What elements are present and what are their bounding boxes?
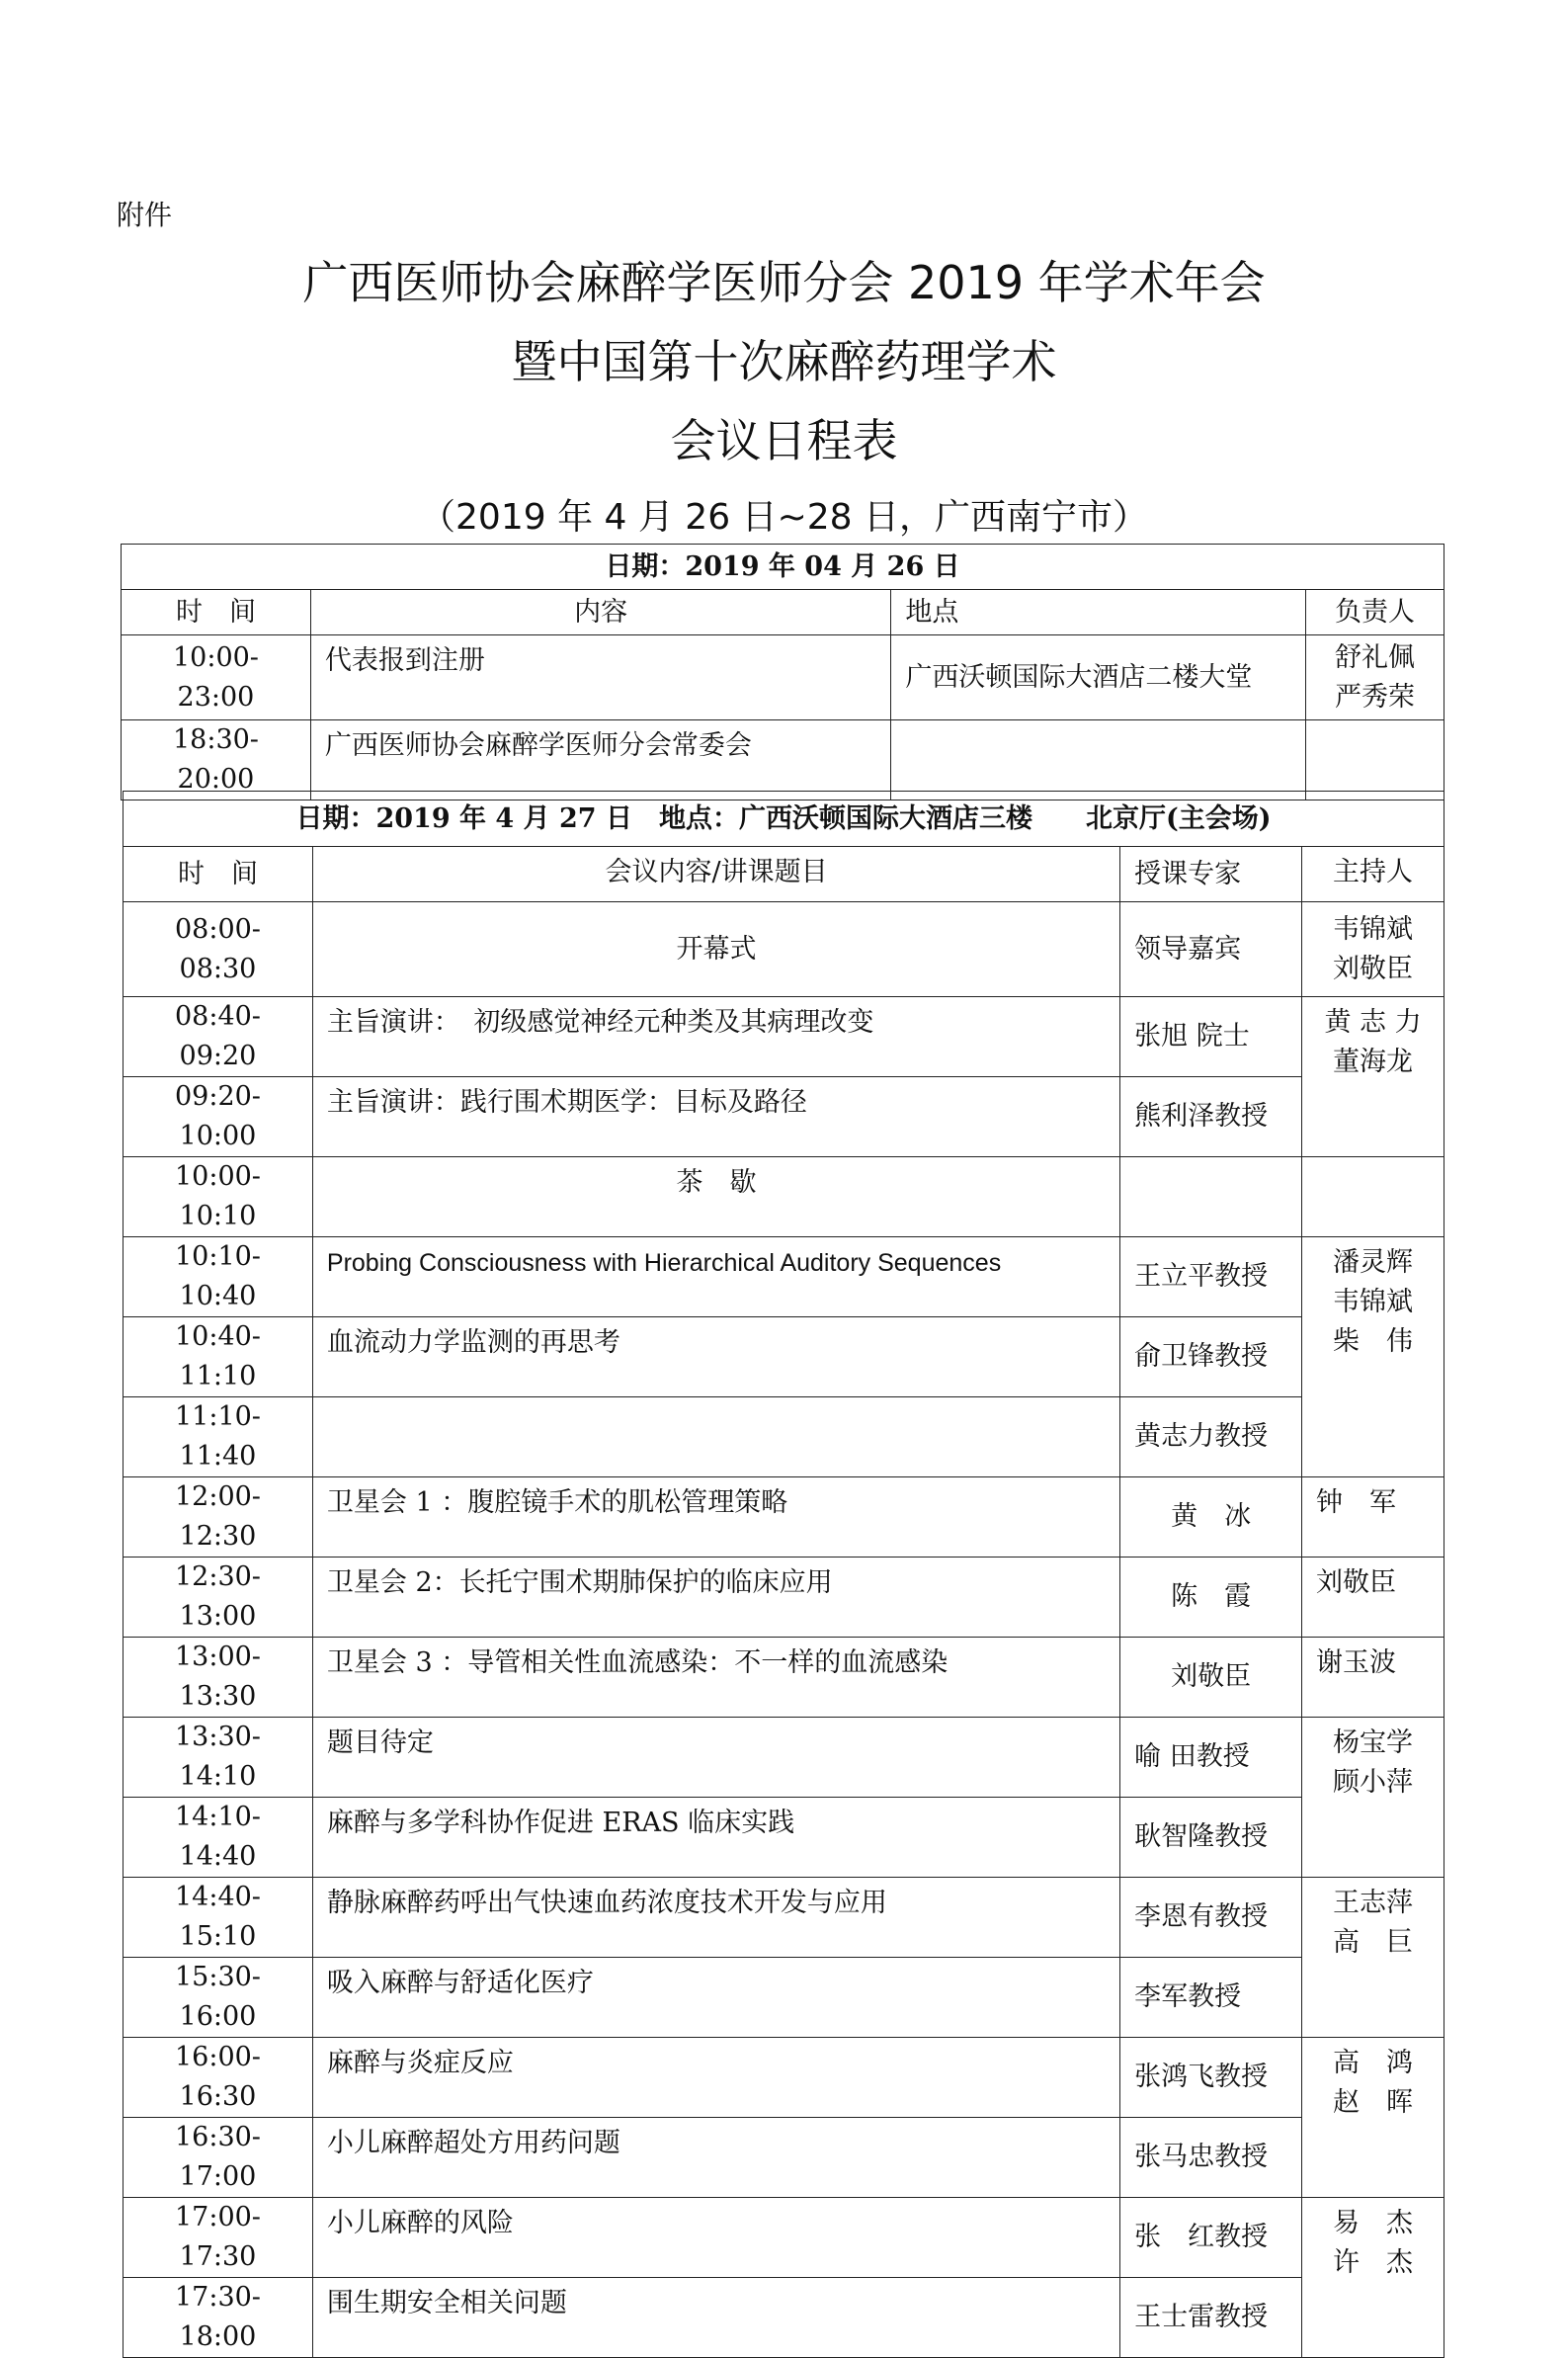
table-row-time: 13:30-14:10 (124, 1718, 313, 1798)
table-row-expert: 王士雷教授 (1120, 2278, 1302, 2358)
table-row-place: 广西沃顿国际大酒店二楼大堂 (891, 635, 1306, 720)
table-row-topic (312, 1397, 1119, 1477)
table-row-expert: 王立平教授 (1120, 1237, 1302, 1317)
table-row-topic: 血流动力学监测的再思考 (312, 1317, 1119, 1397)
table-row-expert: 黄 冰 (1120, 1477, 1302, 1558)
host-cell: 韦锦斌 刘敬臣 (1302, 902, 1444, 997)
table-row-time: 12:30-13:00 (124, 1558, 313, 1638)
table-row-time: 17:30-18:00 (124, 2278, 313, 2358)
table-row-expert: 刘敬臣 (1120, 1638, 1302, 1718)
table-row-time: 15:30-16:00 (124, 1958, 313, 2038)
table-row-person (1306, 635, 1444, 720)
table-row-time: 13:00-13:30 (124, 1638, 313, 1718)
table-row-expert: 陈 霞 (1120, 1558, 1302, 1638)
col-header-person: 负责人 (1306, 590, 1444, 635)
table-row-expert: 张旭 院士 (1120, 997, 1302, 1077)
table-row-expert: 喻 田教授 (1120, 1718, 1302, 1798)
table-row-expert (1120, 1157, 1302, 1237)
table-row-expert: 张马忠教授 (1120, 2118, 1302, 2198)
title-line-2: 暨中国第十次麻醉药理学术 (511, 335, 1057, 388)
table-row-place (891, 720, 1306, 800)
table-row-topic: 主旨演讲：践行围术期医学：目标及路径 (312, 1077, 1119, 1157)
person-name: 舒礼佩 (1335, 641, 1416, 673)
host-cell: 王志萍 高 巨 (1302, 1878, 1444, 2038)
host-cell: 潘灵辉 韦锦斌 柴 伟 (1302, 1237, 1444, 1477)
table-row-topic: 小儿麻醉超处方用药问题 (312, 2118, 1119, 2198)
host-cell: 易 杰 许 杰 (1302, 2198, 1444, 2358)
table-row-time: 17:00-17:30 (124, 2198, 313, 2278)
col-header-topic: 会议内容/讲课题目 (312, 847, 1119, 902)
table-row-time: 10:00-10:10 (124, 1157, 313, 1237)
table-row-topic: 茶 歇 (312, 1157, 1119, 1237)
table-row-person (1306, 720, 1444, 800)
table-row-expert: 张 红教授 (1120, 2198, 1302, 2278)
day2-date-header: 日期：2019 年 4 月 27 日 地点：广西沃顿国际大酒店三楼 北京厅(主会场) (124, 792, 1444, 847)
table-row-time: 08:00-08:30 (124, 902, 313, 997)
table-row-topic: 题目待定 (312, 1718, 1119, 1798)
table-row-expert: 领导嘉宾 (1120, 902, 1302, 997)
day2-schedule-table (123, 791, 1444, 2358)
table-row-time: 12:00-12:30 (124, 1477, 313, 1558)
table-row-topic: 小儿麻醉的风险 (312, 2198, 1119, 2278)
table-row-topic: 静脉麻醉药呼出气快速血药浓度技术开发与应用 (312, 1878, 1119, 1958)
table-row-expert: 耿智隆教授 (1120, 1798, 1302, 1878)
table-row-topic: 卫星会 1 ：腹腔镜手术的肌松管理策略 (312, 1477, 1119, 1558)
table-row-time: 10:40-11:10 (124, 1317, 313, 1397)
table-row-time: 16:00-16:30 (124, 2038, 313, 2118)
table-row-topic: 卫星会 2：长托宁围术期肺保护的临床应用 (312, 1558, 1119, 1638)
title-line-1: 广西医师协会麻醉学医师分会 2019 年学术年会 (302, 256, 1266, 309)
table-row-topic: 麻醉与多学科协作促进 ERAS 临床实践 (312, 1798, 1119, 1878)
table-row-expert: 熊利泽教授 (1120, 1077, 1302, 1157)
col-header-time: 时 间 (124, 847, 313, 902)
table-row-time: 14:10-14:40 (124, 1798, 313, 1878)
host-cell: 高 鸿 赵 晖 (1302, 2038, 1444, 2198)
host-cell: 刘敬臣 (1302, 1558, 1444, 1638)
table-row-time: 10:00-23:00 (122, 635, 311, 720)
col-header-host: 主持人 (1302, 847, 1444, 902)
col-header-time: 时 间 (122, 590, 311, 635)
table-row-expert: 李军教授 (1120, 1958, 1302, 2038)
host-cell: 杨宝学 顾小萍 (1302, 1718, 1444, 1878)
table-row-topic: 围生期安全相关问题 (312, 2278, 1119, 2358)
col-header-expert: 授课专家 (1120, 847, 1302, 902)
table-row-expert: 黄志力教授 (1120, 1397, 1302, 1477)
host-cell: 谢玉波 (1302, 1638, 1444, 1718)
title-line-3: 会议日程表 (670, 414, 898, 467)
table-row-time: 09:20-10:00 (124, 1077, 313, 1157)
attachment-label: 附件 (117, 199, 173, 231)
table-row-time: 14:40-15:10 (124, 1878, 313, 1958)
day1-schedule-table (121, 544, 1444, 800)
table-row-time: 16:30-17:00 (124, 2118, 313, 2198)
day1-date-header: 日期：2019 年 04 月 26 日 (122, 545, 1444, 590)
table-row-content: 代表报到注册 (310, 635, 890, 720)
host-cell: 钟 军 (1302, 1477, 1444, 1558)
table-row-time: 11:10-11:40 (124, 1397, 313, 1477)
table-row-topic: Probing Consciousness with Hierarchical Auditory Sequences (312, 1237, 1119, 1317)
col-header-place: 地点 (891, 590, 1306, 635)
person-name: 严秀荣 (1335, 681, 1416, 713)
table-row-topic: 主旨演讲： 初级感觉神经元种类及其病理改变 (312, 997, 1119, 1077)
table-row-expert: 俞卫锋教授 (1120, 1317, 1302, 1397)
col-header-content: 内容 (310, 590, 890, 635)
table-row-time: 18:30-20:00 (122, 720, 311, 800)
table-row-expert: 李恩有教授 (1120, 1878, 1302, 1958)
table-row-topic: 开幕式 (312, 902, 1119, 997)
table-row-content: 广西医师协会麻醉学医师分会常委会 (310, 720, 890, 800)
table-row-time: 08:40-09:20 (124, 997, 313, 1077)
table-row-topic: 吸入麻醉与舒适化医疗 (312, 1958, 1119, 2038)
table-row-topic: 麻醉与炎症反应 (312, 2038, 1119, 2118)
table-row-time: 10:10-10:40 (124, 1237, 313, 1317)
host-cell (1302, 1157, 1444, 1237)
table-row-topic: 卫星会 3 ：导管相关性血流感染：不一样的血流感染 (312, 1638, 1119, 1718)
table-row-expert: 张鸿飞教授 (1120, 2038, 1302, 2118)
subtitle: （2019 年 4 月 26 日~28 日，广西南宁市） (420, 497, 1148, 538)
host-cell: 黄 志 力 董海龙 (1302, 997, 1444, 1157)
